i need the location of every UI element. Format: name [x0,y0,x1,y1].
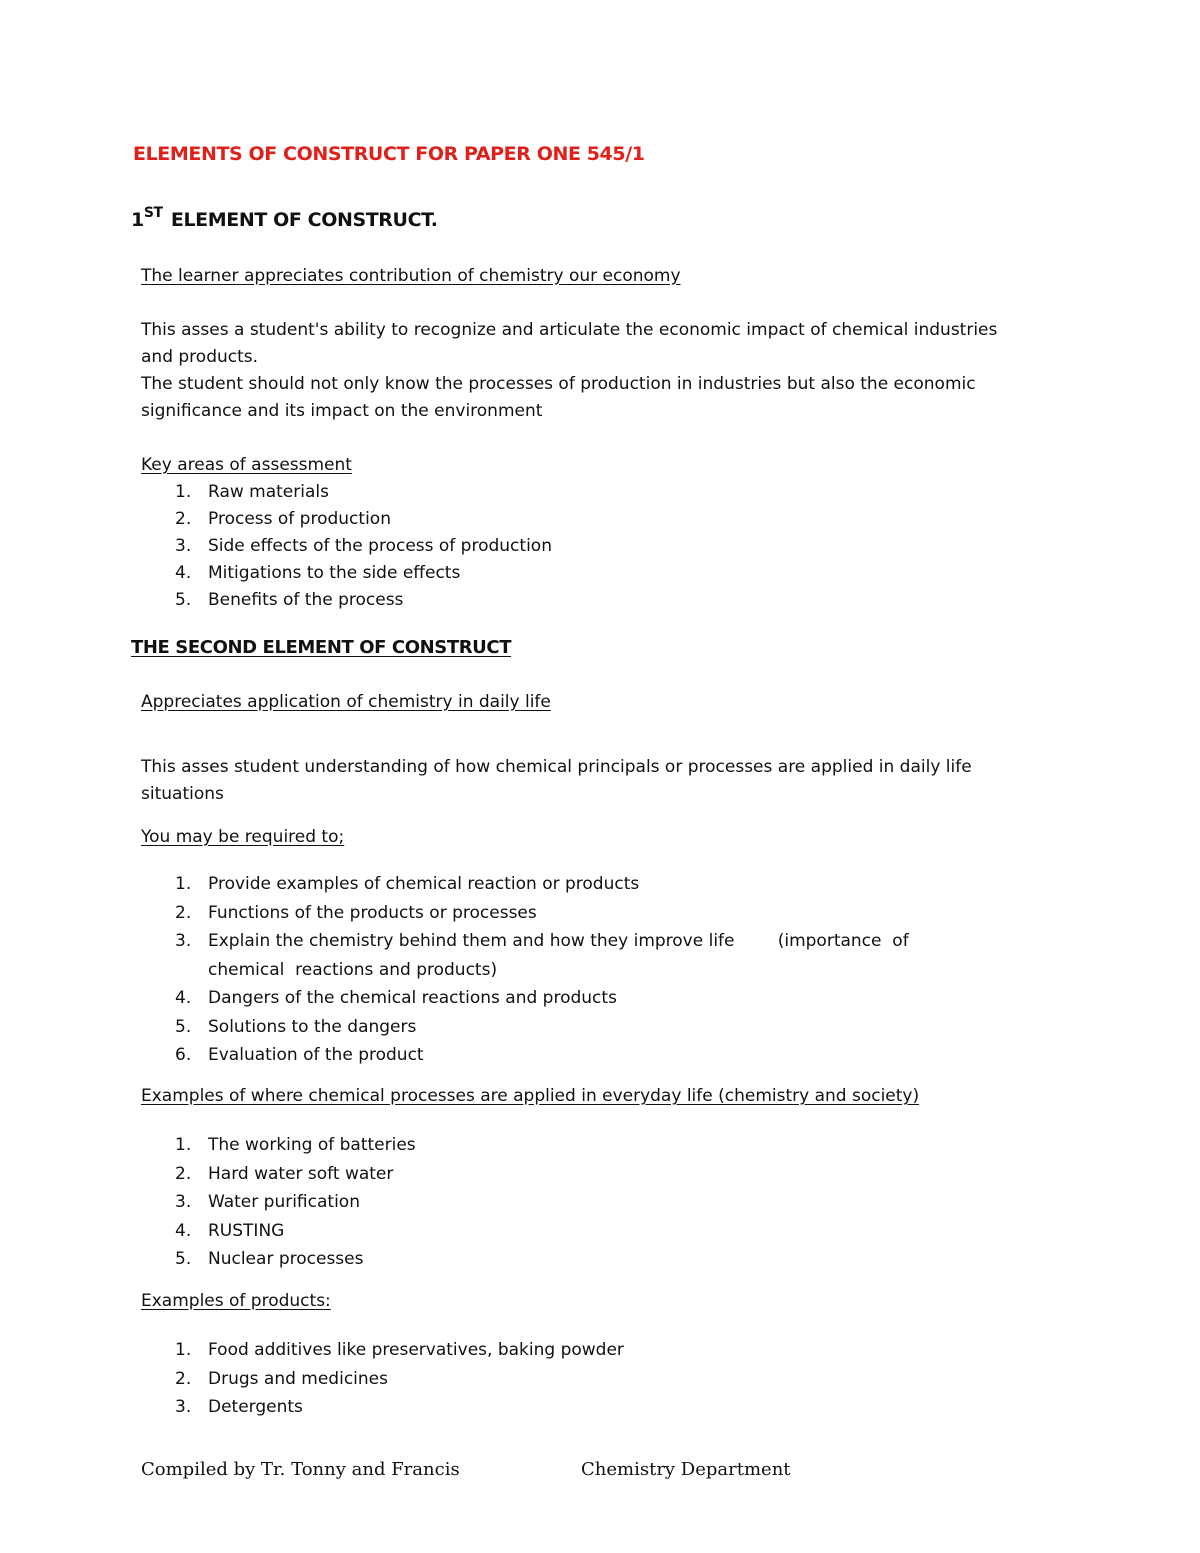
first-element-heading-number: 1 [131,209,144,231]
list-text: Solutions to the dangers [208,1016,417,1037]
first-element-heading-superscript: ST [143,205,163,221]
list-text: Drugs and medicines [208,1368,388,1389]
list-number: 3. [175,1397,192,1417]
first-element-heading [131,205,438,231]
list-text: Water purification [208,1192,360,1212]
list-number: 2. [175,902,192,923]
list-item [175,1393,624,1422]
list-number: 4. [175,1220,192,1241]
list-number: 2. [175,509,192,529]
first-element-paragraph-1: This asses a student's ability to recognize and articulate the economic impact of chemical industries and products. [141,320,998,367]
list-text: Provide examples of chemical reaction or products [208,874,640,894]
list-text: Functions of the products or processes [208,902,537,923]
list-number: 6. [175,1045,192,1065]
list-item [175,1160,416,1189]
list-item [175,870,965,899]
list-number: 3. [175,536,192,556]
list-number: 4. [175,563,192,583]
footer-department: Chemistry Department [581,1459,791,1480]
products-label: Examples of products: [141,1291,331,1311]
list-text: Nuclear processes [208,1249,364,1269]
first-element-paragraph-2: The student should not only know the processes of production in industries but also the economic significance and its impact on the environment [141,374,976,421]
list-number: 5. [175,1249,192,1269]
list-number: 1. [175,1340,192,1360]
list-item [175,560,552,587]
products-list [175,1336,624,1422]
list-number: 4. [175,988,192,1008]
key-areas-label: Key areas of assessment [141,455,352,475]
list-item [175,1188,416,1217]
list-item [175,1365,624,1394]
list-item [175,587,552,614]
list-text: Detergents [208,1397,303,1417]
list-text: Side effects of the process of production [208,536,552,556]
list-text: The working of batteries [208,1135,416,1155]
required-label: You may be required to; [141,827,345,847]
list-text: Mitigations to the side effects [208,563,461,583]
second-element-heading: THE SECOND ELEMENT OF CONSTRUCT [131,637,512,658]
list-text: Process of production [208,509,391,529]
list-number: 2. [175,1163,192,1184]
list-item [175,533,552,560]
examples-list [175,1131,416,1274]
examples-label: Examples of where chemical processes are applied in everyday life (chemistry and society) [141,1086,920,1106]
list-item [175,899,965,928]
first-element-heading-text: ELEMENT OF CONSTRUCT. [170,209,438,231]
second-element-paragraph: This asses student understanding of how chemical principals or processes are applied in daily life situations [141,757,972,804]
list-item [175,1013,965,1042]
list-item [175,1245,416,1274]
list-text: Raw materials [208,482,329,502]
list-text: Food additives like preservatives, baking powder [208,1340,624,1360]
document-title: ELEMENTS OF CONSTRUCT FOR PAPER ONE 545/1 [133,143,645,165]
list-number: 3. [175,931,192,951]
list-text: Evaluation of the product [208,1045,424,1065]
list-text: Benefits of the process [208,590,404,610]
list-number: 2. [175,1368,192,1389]
list-text: Hard water soft water [208,1163,394,1184]
list-item [175,1336,624,1365]
key-areas-list [175,479,552,614]
required-list [175,870,965,1070]
list-text: Explain the chemistry behind them and how they improve life (importance of chemical reactions and products) [208,931,915,980]
list-text: Dangers of the chemical reactions and products [208,988,617,1008]
list-number: 1. [175,1135,192,1155]
list-item [175,1131,416,1160]
list-item [175,1041,965,1070]
list-number: 5. [175,1016,192,1037]
second-element-subheading: Appreciates application of chemistry in daily life [141,692,551,712]
list-text: RUSTING [208,1220,285,1241]
list-item [175,506,552,533]
list-number: 1. [175,874,192,894]
list-number: 3. [175,1192,192,1212]
list-number: 1. [175,482,192,502]
list-item [175,479,552,506]
footer-compiled-by: Compiled by Tr. Tonny and Francis [141,1459,460,1480]
list-number: 5. [175,590,192,610]
list-item [175,1217,416,1246]
list-item [175,984,965,1013]
first-element-subheading: The learner appreciates contribution of chemistry our economy [141,266,681,286]
list-item [175,927,965,984]
